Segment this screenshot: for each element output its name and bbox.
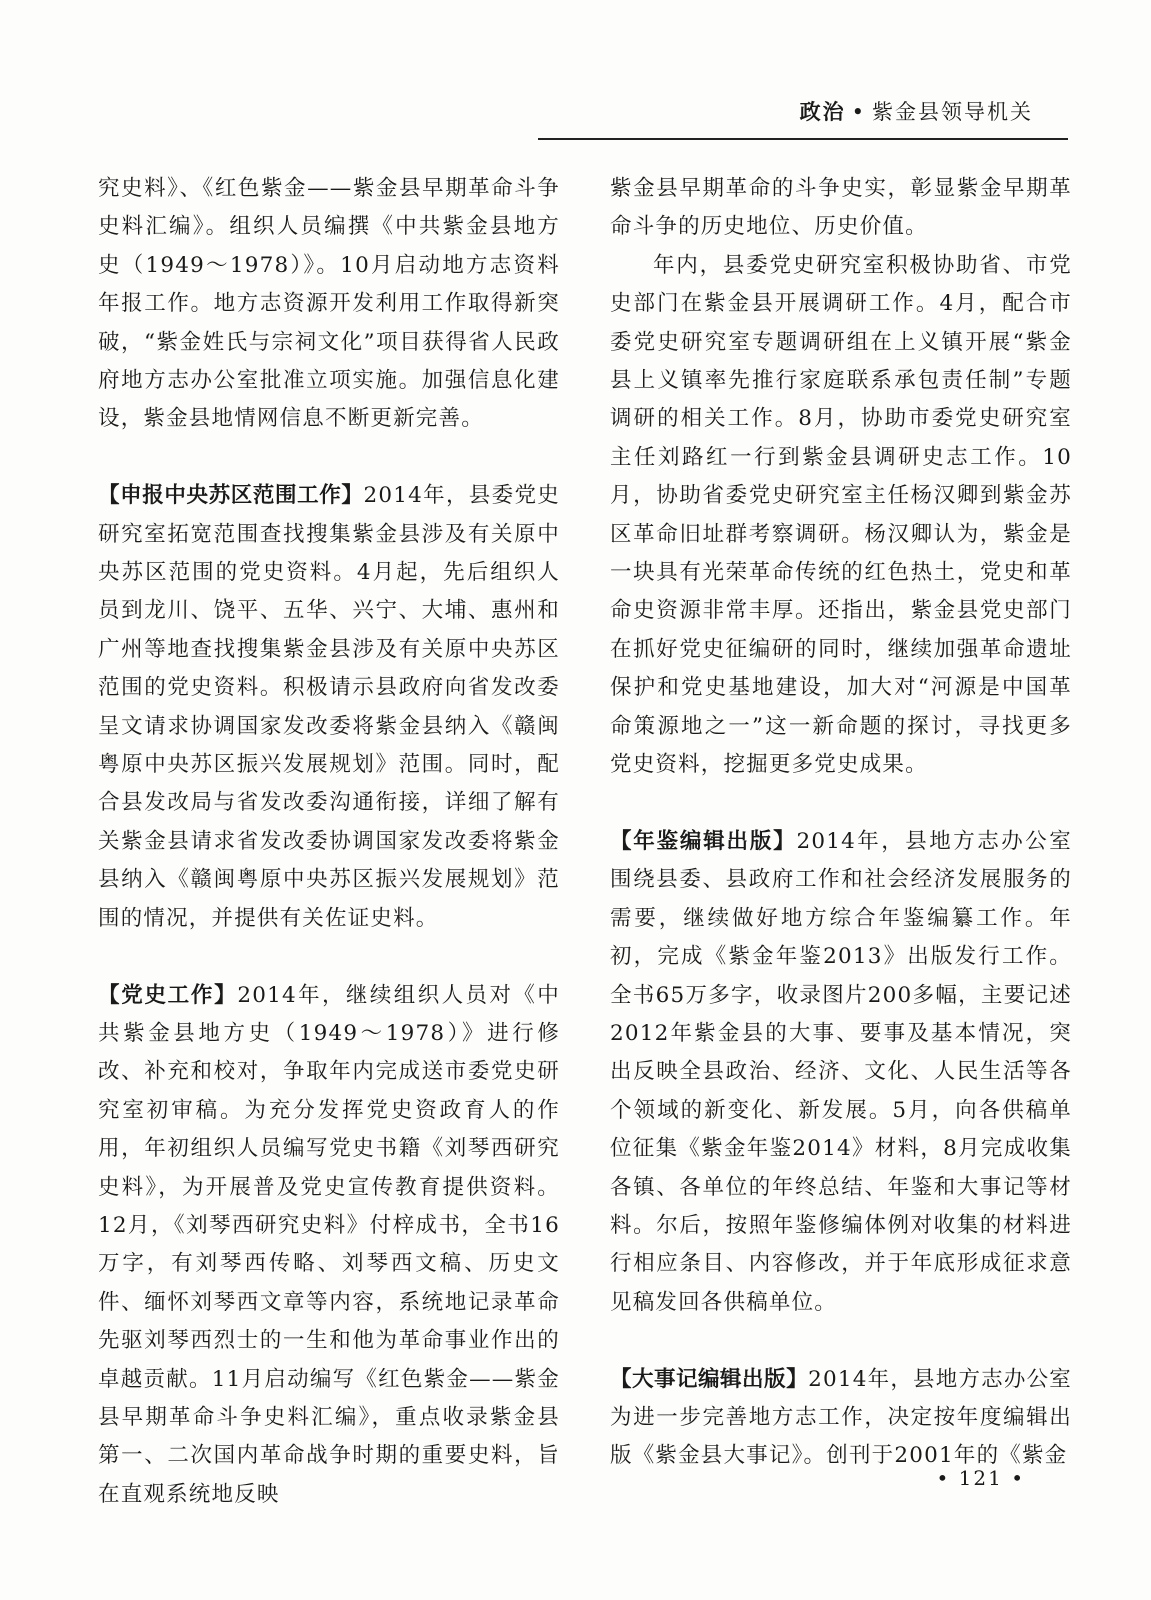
entry-central-soviet-area bbox=[98, 477, 560, 938]
running-header bbox=[800, 96, 1033, 126]
header-subsection: 紫金县领导机关 bbox=[872, 100, 1033, 124]
header-rule bbox=[538, 138, 1068, 140]
header-separator: • bbox=[851, 100, 866, 124]
continued-paragraph: 紫金县早期革命的斗争史实，彰显紫金早期革命斗争的历史地位、历史价值。 bbox=[610, 176, 1072, 240]
entry-heading: 【大事记编辑出版】 bbox=[610, 1366, 809, 1392]
research-paragraph: 年内，县委党史研究室积极协助省、市党史部门在紫金县开展调研工作。4月，配合市委党史研究室专题调研组在上义镇开展“紫金县上义镇率先推行家庭联系承包责任制”专题调研的相关工作。8月，协助市委党史研究室主任刘路红一行到紫金县调研史志工作。10月，协助省委党史研究室主任杨汉卿到紫金苏区革命旧址群考察调研。杨汉卿认为，紫金是一块具有光荣革命传统的红色热土，党史和革命史资源非常丰厚。还指出，紫金县党史部门在抓好党史征编研的同时，继续加强革命遗址保护和党史基地建设，加大对“河源是中国革命策源地之一”这一新命题的探讨，寻找更多党史资料，挖掘更多党史成果。 bbox=[610, 252, 1072, 778]
continued-paragraph: 究史料》、《红色紫金——紫金县早期革命斗争史料汇编》。组织人员编撰《中共紫金县地方史（1949～1978）》。10月启动地方志资料年报工作。地方志资源开发利用工作取得新突破，“紫金姓氏与宗祠文化”项目获得省人民政府地方志办公室批准立项实施。加强信息化建设，紫金县地情网信息不断更新完善。 bbox=[98, 176, 560, 432]
left-column bbox=[98, 170, 560, 1514]
entry-body: 2014年，县地方志办公室为进一步完善地方志工作，决定按年度编辑出版《紫金县大事记》。创刊于2001年的《紫金 bbox=[610, 1366, 1072, 1469]
entry-heading: 【年鉴编辑出版】 bbox=[610, 828, 797, 854]
entry-yearbook bbox=[610, 823, 1072, 1322]
right-column bbox=[610, 170, 1072, 1476]
entry-heading: 【党史工作】 bbox=[98, 982, 238, 1008]
entry-body: 2014年，继续组织人员对《中共紫金县地方史（1949～1978）》进行修改、补充和校对，争取年内完成送市委党史研究室初审稿。为充分发挥党史资政育人的作用，年初组织人员编写党史书籍《刘琴西研究史料》，为开展普及党史宣传教育提供资料。12月，《刘琴西研究史料》付梓成书，全书16万字，有刘琴西传略、刘琴西文稿、历史文件、缅怀刘琴西文章等内容，系统地记录革命先驱刘琴西烈士的一生和他为革命事业作出的卓越贡献。11月启动编写《红色紫金——紫金县早期革命斗争史料汇编》，重点收录紫金县第一、二次国内革命战争时期的重要史料，旨在直观系统地反映 bbox=[98, 982, 560, 1507]
entry-body: 2014年，县地方志办公室围绕县委、县政府工作和社会经济发展服务的需要，继续做好地方综合年鉴编纂工作。年初，完成《紫金年鉴2013》出版发行工作。全书65万多字，收录图片200多幅，主要记述2012年紫金县的大事、要事及基本情况，突出反映全县政治、经济、文化、人民生活等各个领域的新变化、新发展。5月，向各供稿单位征集《紫金年鉴2014》材料，8月完成收集各镇、各单位的年终总结、年鉴和大事记等材料。尔后，按照年鉴修编体例对收集的材料进行相应条目、内容修改，并于年底形成征求意见稿发回各供稿单位。 bbox=[610, 828, 1072, 1315]
entry-heading: 【申报中央苏区范围工作】 bbox=[98, 483, 364, 509]
entry-party-history bbox=[98, 977, 560, 1515]
entry-body: 2014年，县委党史研究室拓宽范围查找搜集紫金县涉及有关原中央苏区范围的党史资料。4月起，先后组织人员到龙川、饶平、五华、兴宁、大埔、惠州和广州等地查找搜集紫金县涉及有关原中央苏区范围的党史资料。积极请示县政府向省发改委呈文请求协调国家发改委将紫金县纳入《赣闽粤原中央苏区振兴发展规划》范围。同时，配合县发改局与省发改委沟通衔接，详细了解有关紫金县请求省发改委协调国家发改委将紫金县纳入《赣闽粤原中央苏区振兴发展规划》范围的情况，并提供有关佐证史料。 bbox=[98, 483, 560, 931]
entry-chronicle bbox=[610, 1361, 1072, 1476]
page-number: • 121 • bbox=[936, 1466, 1025, 1490]
header-section: 政治 bbox=[799, 99, 846, 124]
